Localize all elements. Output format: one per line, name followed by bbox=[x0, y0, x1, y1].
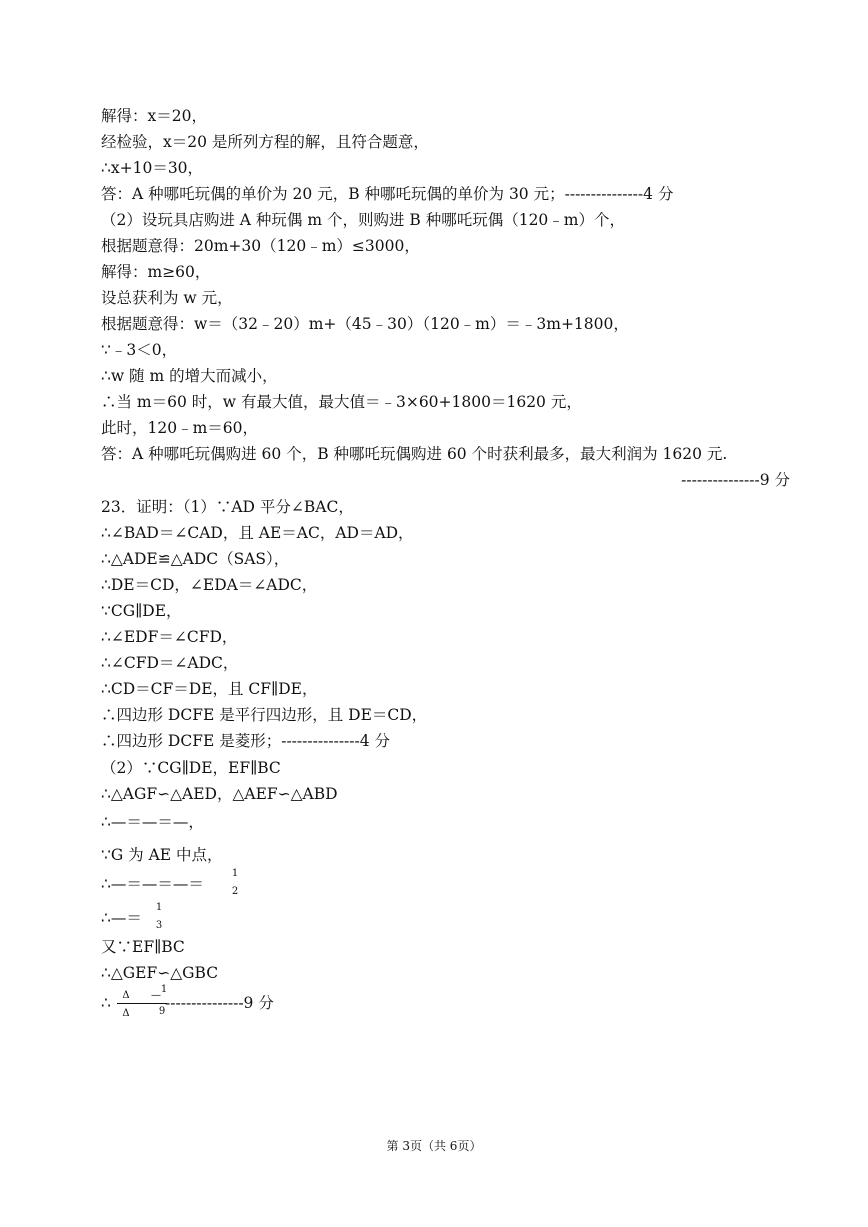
text-line: 答：A 种哪吒玩偶购进 60 个，B 种哪吒玩偶购进 60 个时获利最多，最大利润为 1620 元. bbox=[101, 445, 728, 463]
text-line: ∴△GEF∽△GBC bbox=[101, 964, 219, 982]
text-line: ∴—＝—＝—＝ bbox=[101, 875, 204, 893]
fraction-denominator: Δ bbox=[122, 1008, 130, 1019]
text-line: ∴∠BAD＝∠CAD，且 AE＝AC，AD＝AD， bbox=[101, 524, 414, 542]
text-line: ∵CG∥DE， bbox=[101, 602, 182, 620]
text-line: （2）∵CG∥DE，EF∥BC bbox=[101, 759, 281, 777]
text-line: 又∵EF∥BC bbox=[101, 938, 185, 956]
text-line: ∴CD＝CF＝DE，且 CF∥DE， bbox=[101, 680, 318, 698]
fraction-numerator: Δ bbox=[122, 990, 130, 1001]
score-marker: ---------------9 分 bbox=[165, 994, 274, 1012]
text-line: ∴四边形 DCFE 是平行四边形，且 DE＝CD， bbox=[101, 706, 428, 724]
text-line: 此时，120﹣m＝60， bbox=[101, 419, 259, 437]
text-line: ∴当 m＝60 时，w 有最大值，最大值＝﹣3×60+1800＝1620 元， bbox=[101, 393, 582, 411]
text-line: （2）设玩具店购进 A 种玩偶 m 个，则购进 B 种哪吒玩偶（120﹣m）个， bbox=[101, 211, 625, 229]
text-line: ∴∠CFD＝∠ADC， bbox=[101, 654, 239, 672]
text-line: 解得：m≥60， bbox=[101, 263, 211, 281]
text-line: ∴四边形 DCFE 是菱形；---------------4 分 bbox=[101, 732, 391, 750]
text-line: ∴—＝—＝—， bbox=[101, 813, 204, 831]
text-line: 根据题意得：20m+30（120﹣m）≤3000， bbox=[101, 237, 420, 255]
text-line: ∴x+10＝30， bbox=[101, 159, 204, 177]
text-line: ∵﹣3＜0， bbox=[101, 341, 178, 359]
text-line: 设总获利为 w 元， bbox=[101, 289, 233, 307]
fraction-denominator: 2 bbox=[231, 886, 239, 897]
fraction-numerator: 1 bbox=[160, 984, 168, 995]
text-line: 23．证明：（1）∵AD 平分∠BAC， bbox=[101, 498, 354, 516]
fraction-numerator: 1 bbox=[155, 902, 163, 913]
text-line: 根据题意得：w＝（32﹣20）m+（45﹣30）（120﹣m）＝﹣3m+1800， bbox=[101, 315, 629, 333]
text-line: ∴△ADE≌△ADC（SAS）， bbox=[101, 550, 290, 568]
text-line: ∴DE＝CD，∠EDA＝∠ADC， bbox=[101, 576, 318, 594]
fraction-denominator: 3 bbox=[155, 920, 163, 931]
fraction-denominator: 9 bbox=[158, 1006, 166, 1017]
fraction-numerator: 1 bbox=[231, 868, 239, 879]
text-line: 解得：x＝20， bbox=[101, 107, 207, 125]
text-line: ∴w 随 m 的增大而减小， bbox=[101, 367, 278, 385]
text-line: 经检验，x＝20 是所列方程的解，且符合题意， bbox=[101, 133, 429, 151]
text-line: ∴∠EDF＝∠CFD， bbox=[101, 628, 238, 646]
page-footer: 第 3页（共 6页） bbox=[386, 1139, 482, 1153]
fraction-dash: — bbox=[151, 990, 161, 1001]
text-line: ∴ bbox=[101, 994, 111, 1012]
score-marker: ---------------9 分 bbox=[681, 471, 790, 489]
text-line: ∵G 为 AE 中点， bbox=[101, 846, 223, 864]
fraction-bar bbox=[117, 1003, 167, 1004]
text-line: ∴△AGF∽△AED，△AEF∽△ABD bbox=[101, 785, 338, 803]
text-line: ∴—＝ bbox=[101, 909, 142, 927]
text-line: 答：A 种哪吒玩偶的单价为 20 元，B 种哪吒玩偶的单价为 30 元；---------------4 分 bbox=[101, 185, 674, 203]
